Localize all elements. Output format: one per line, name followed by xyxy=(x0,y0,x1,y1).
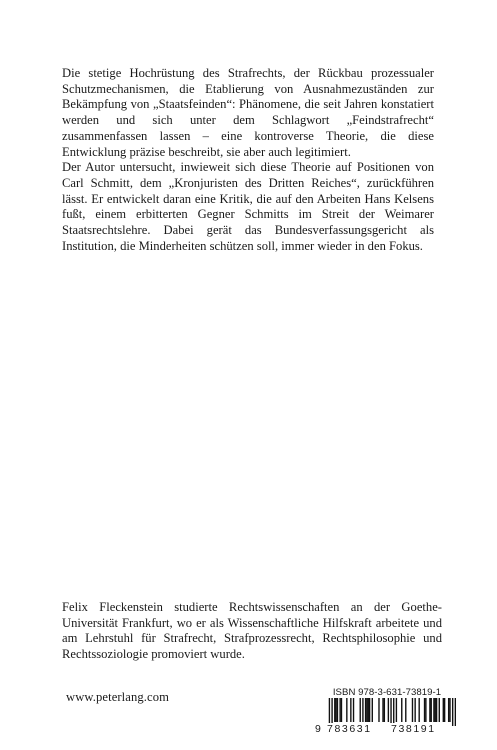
barcode-bar xyxy=(405,698,406,722)
barcode-bar xyxy=(418,698,419,722)
barcode-bar xyxy=(346,698,347,722)
barcode-bar xyxy=(369,698,370,722)
isbn-barcode xyxy=(314,686,460,736)
barcode-bar xyxy=(439,698,440,722)
blurb-text xyxy=(62,66,434,254)
barcode-digits xyxy=(314,723,460,735)
isbn-label: ISBN 978-3-631-73819-1 xyxy=(332,687,442,698)
barcode-guard-bar xyxy=(329,698,330,726)
barcode-bar xyxy=(341,698,342,722)
barcode-bar xyxy=(365,698,366,722)
author-bio xyxy=(62,600,442,663)
barcode-guard-bar xyxy=(455,698,456,726)
barcode-bar xyxy=(444,698,445,722)
blurb-paragraph-2: Der Autor untersucht, inwieweit sich diese Theorie auf Positionen von Carl Schmitt, dem „Kronjuristen des Dritten Reiches“, zurückführen lässt. Er entwickelt daran eine Kritik, die auf den Arbeiten Hans Kelsens fußt, einem erbitterten Gegner Schmitts im Streit der Weimarer Staatsrechtslehre. Dabei gerät das Bundesverfassungsgericht als Institution, die Minderheiten schützen soll, immer wieder in den Fokus. xyxy=(62,160,434,253)
barcode-bar xyxy=(353,698,354,722)
barcode-digit-first: 9 xyxy=(315,723,321,735)
barcode-bar xyxy=(382,698,383,722)
barcode-guard-bar xyxy=(390,698,391,726)
barcode-bar xyxy=(337,698,338,722)
barcode-bar xyxy=(414,698,415,722)
barcode-bar xyxy=(425,698,426,722)
barcode-bars xyxy=(318,698,456,726)
barcode-bar xyxy=(368,698,369,722)
barcode-bar xyxy=(335,698,336,722)
barcode-bar xyxy=(401,698,402,722)
barcode-bar xyxy=(448,698,449,722)
barcode-bar xyxy=(433,698,434,722)
barcode-bar xyxy=(366,698,367,722)
barcode-bar xyxy=(424,698,425,722)
barcode-bar xyxy=(412,698,413,722)
barcode-bar xyxy=(429,698,430,722)
barcode-guard-bar xyxy=(452,698,453,726)
barcode-bar xyxy=(334,698,335,722)
barcode-guard-bar xyxy=(331,698,332,726)
barcode-bar xyxy=(372,698,373,722)
publisher-website: www.peterlang.com xyxy=(66,690,169,704)
barcode-bar xyxy=(436,698,437,722)
author-bio-text: Felix Fleckenstein studierte Rechtswissenschaften an der Goethe-Universität Frankfurt, wo er als Wissenschaftliche Hilfskraft arbeitete und am Lehrstuhl für Strafrecht, Strafprozessrecht, Rechtsphilosophie und Rechtssoziologie promoviert wurde. xyxy=(62,600,442,662)
barcode-bar xyxy=(362,698,363,722)
barcode-bar xyxy=(339,698,340,722)
barcode-bar xyxy=(396,698,397,722)
barcode-digits-right: 738191 xyxy=(391,723,436,735)
barcode-bar xyxy=(384,698,385,722)
barcode-bar xyxy=(350,698,351,722)
barcode-bar xyxy=(378,698,379,722)
barcode-bar xyxy=(449,698,450,722)
barcode-bar xyxy=(388,698,389,722)
barcode-bar xyxy=(431,698,432,722)
blurb-paragraph-1: Die stetige Hochrüstung des Strafrechts, der Rückbau prozessualer Schutzmechanismen, die Etablierung von Ausnahmezuständen zur Bekämpfung von „Staatsfeinden“: Phänomene, die seit Jahren konstatiert werden und sich unter dem Schlagwort „Feindstrafrecht“ zusammenfassen lassen – eine kontroverse Theorie, die diese Entwicklung präzise beschreibt, sie aber auch legitimiert. xyxy=(62,66,434,159)
barcode-digits-left: 783631 xyxy=(327,723,372,735)
barcode-bar xyxy=(435,698,436,722)
barcode-guard-bar xyxy=(393,698,394,726)
barcode-bar xyxy=(443,698,444,722)
barcode-bar xyxy=(360,698,361,722)
